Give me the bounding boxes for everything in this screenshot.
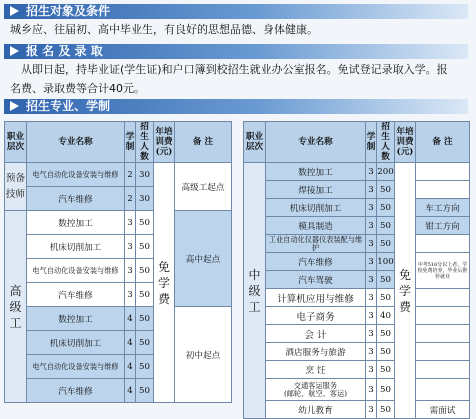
years-value: 2 [125, 187, 136, 211]
years-value: 3 [366, 271, 377, 289]
header-note: 备 注 [175, 122, 232, 163]
enroll-count: 50 [136, 259, 154, 283]
years-value: 3 [366, 253, 377, 271]
years-value: 3 [125, 211, 136, 235]
note-cell [416, 181, 470, 199]
major-name: 计算机应用与维修 [266, 289, 366, 307]
enroll-count: 50 [136, 379, 154, 403]
note-cell: 需面试 [416, 401, 470, 419]
level-cell: 预备 技师 [5, 163, 27, 211]
enroll-count: 50 [377, 343, 395, 361]
major-name: 焊接加工 [266, 181, 366, 199]
note-cell: 高级工起点 [175, 163, 232, 211]
fee-cell: 免 学 费 [395, 163, 416, 419]
enroll-count: 200 [377, 163, 395, 181]
enroll-count: 50 [136, 307, 154, 331]
years-value: 3 [366, 217, 377, 235]
years-value: 3 [366, 379, 377, 401]
enroll-count: 30 [136, 163, 154, 187]
years-value: 3 [125, 235, 136, 259]
enroll-count: 50 [377, 199, 395, 217]
years-value: 3 [366, 401, 377, 419]
enroll-count: 100 [377, 253, 395, 271]
major-name: 烹 饪 [266, 361, 366, 379]
enroll-count: 50 [377, 325, 395, 343]
major-name: 汽车维修 [27, 379, 125, 403]
major-name: 汽车维修 [27, 187, 125, 211]
major-name: 酒店服务与旅游 [266, 343, 366, 361]
enroll-count: 50 [377, 181, 395, 199]
major-name: 电气自动化设备安装与维修 [27, 355, 125, 379]
years-value: 4 [125, 331, 136, 355]
major-name: 交通客运服务 (邮轮、航空、客运) [266, 379, 366, 401]
enroll-count: 40 [377, 307, 395, 325]
note-cell: 高中起点 [175, 211, 232, 307]
level-cell: 中 级 工 [244, 163, 266, 419]
section-title: 报 名 及 录 取 [26, 44, 103, 58]
major-name: 数控加工 [27, 211, 125, 235]
years-value: 3 [366, 325, 377, 343]
years-value: 3 [125, 283, 136, 307]
note-cell [416, 289, 470, 307]
years-value: 3 [366, 199, 377, 217]
enroll-count: 50 [377, 289, 395, 307]
major-name: 汽车驾驶 [266, 271, 366, 289]
major-name: 机床切削加工 [266, 199, 366, 217]
header-enroll: 招生人数 [136, 122, 154, 163]
enroll-count: 50 [136, 235, 154, 259]
years-value: 3 [366, 289, 377, 307]
triangle-arrow-icon [10, 101, 19, 111]
years-value: 2 [125, 163, 136, 187]
note-cell [416, 163, 470, 181]
major-name: 机床切削加工 [27, 235, 125, 259]
note-cell [416, 307, 470, 325]
note-cell: 初中起点 [175, 307, 232, 403]
level-cell: 高 级 工 [5, 211, 27, 403]
triangle-arrow-icon [10, 46, 19, 56]
major-name: 数控加工 [266, 163, 366, 181]
major-name: 幼儿教育 [266, 401, 366, 419]
years-value: 3 [125, 259, 136, 283]
section-title: 招生对象及条件 [26, 4, 111, 18]
note-cell: 钳工方向 [416, 217, 470, 235]
years-value: 3 [366, 343, 377, 361]
major-name: 机床切削加工 [27, 331, 125, 355]
enroll-count: 30 [136, 187, 154, 211]
section-title: 招生专业、学制 [26, 99, 111, 113]
years-value: 4 [125, 379, 136, 403]
note-cell [416, 235, 470, 253]
section-bar-eligibility [4, 4, 468, 19]
header-note: 备 注 [416, 122, 470, 163]
enroll-count: 50 [377, 401, 395, 419]
enroll-count: 50 [377, 361, 395, 379]
left-majors-table [4, 121, 232, 403]
major-name: 模具制造 [266, 217, 366, 235]
triangle-arrow-icon [10, 6, 19, 16]
years-value: 4 [125, 355, 136, 379]
major-name: 工业自动化仪器仪表装配与维护 [266, 235, 366, 253]
note-cell: 车工方向 [416, 199, 470, 217]
years-value: 3 [366, 181, 377, 199]
enroll-count: 50 [377, 379, 395, 401]
note-cell [416, 343, 470, 361]
section-bar-majors [4, 99, 468, 114]
enroll-count: 50 [136, 211, 154, 235]
enroll-count: 50 [136, 331, 154, 355]
header-major: 专业名称 [27, 122, 125, 163]
years-value: 3 [366, 163, 377, 181]
header-enroll: 招生人数 [377, 122, 395, 163]
note-cell [416, 379, 470, 401]
years-value: 3 [366, 361, 377, 379]
major-name: 会 计 [266, 325, 366, 343]
fee-cell: 免 学 费 [154, 163, 175, 403]
enroll-count: 50 [136, 283, 154, 307]
right-majors-table [243, 121, 470, 419]
major-name: 数控加工 [27, 307, 125, 331]
note-cell [416, 325, 470, 343]
enroll-count: 50 [377, 217, 395, 235]
header-fee: 年培训费(元) [154, 122, 175, 163]
note-cell: 中考516分以上者，学校免费培养，毕业后推荐就业 [416, 253, 470, 289]
enroll-count: 50 [136, 355, 154, 379]
years-value: 3 [366, 307, 377, 325]
major-name: 汽车维修 [266, 253, 366, 271]
major-name: 电子商务 [266, 307, 366, 325]
header-major: 专业名称 [266, 122, 366, 163]
registration-text-line1: 从即日起，持毕业证(学生证)和户口簿到校招生就业办公室报名。免试登记录取入学。报 [21, 63, 448, 76]
header-years: 学制 [125, 122, 136, 163]
header-fee: 年培训费(元) [395, 122, 416, 163]
registration-text-line2: 名费、录取费等合计40元。 [10, 82, 145, 95]
major-name: 电气自动化设备安装与维修 [27, 163, 125, 187]
major-name: 电气自动化设备安装与维修 [27, 259, 125, 283]
note-cell [416, 361, 470, 379]
header-level: 职业层次 [5, 122, 27, 163]
years-value: 4 [125, 307, 136, 331]
section-bar-registration [4, 44, 468, 59]
enroll-count: 50 [377, 235, 395, 253]
enroll-count: 50 [377, 271, 395, 289]
major-name: 汽车维修 [27, 283, 125, 307]
eligibility-text: 城乡应、往届初、高中毕业生，有良好的思想品德、身体健康。 [10, 23, 318, 36]
header-level: 职业层次 [244, 122, 266, 163]
header-years: 学制 [366, 122, 377, 163]
years-value: 3 [366, 235, 377, 253]
